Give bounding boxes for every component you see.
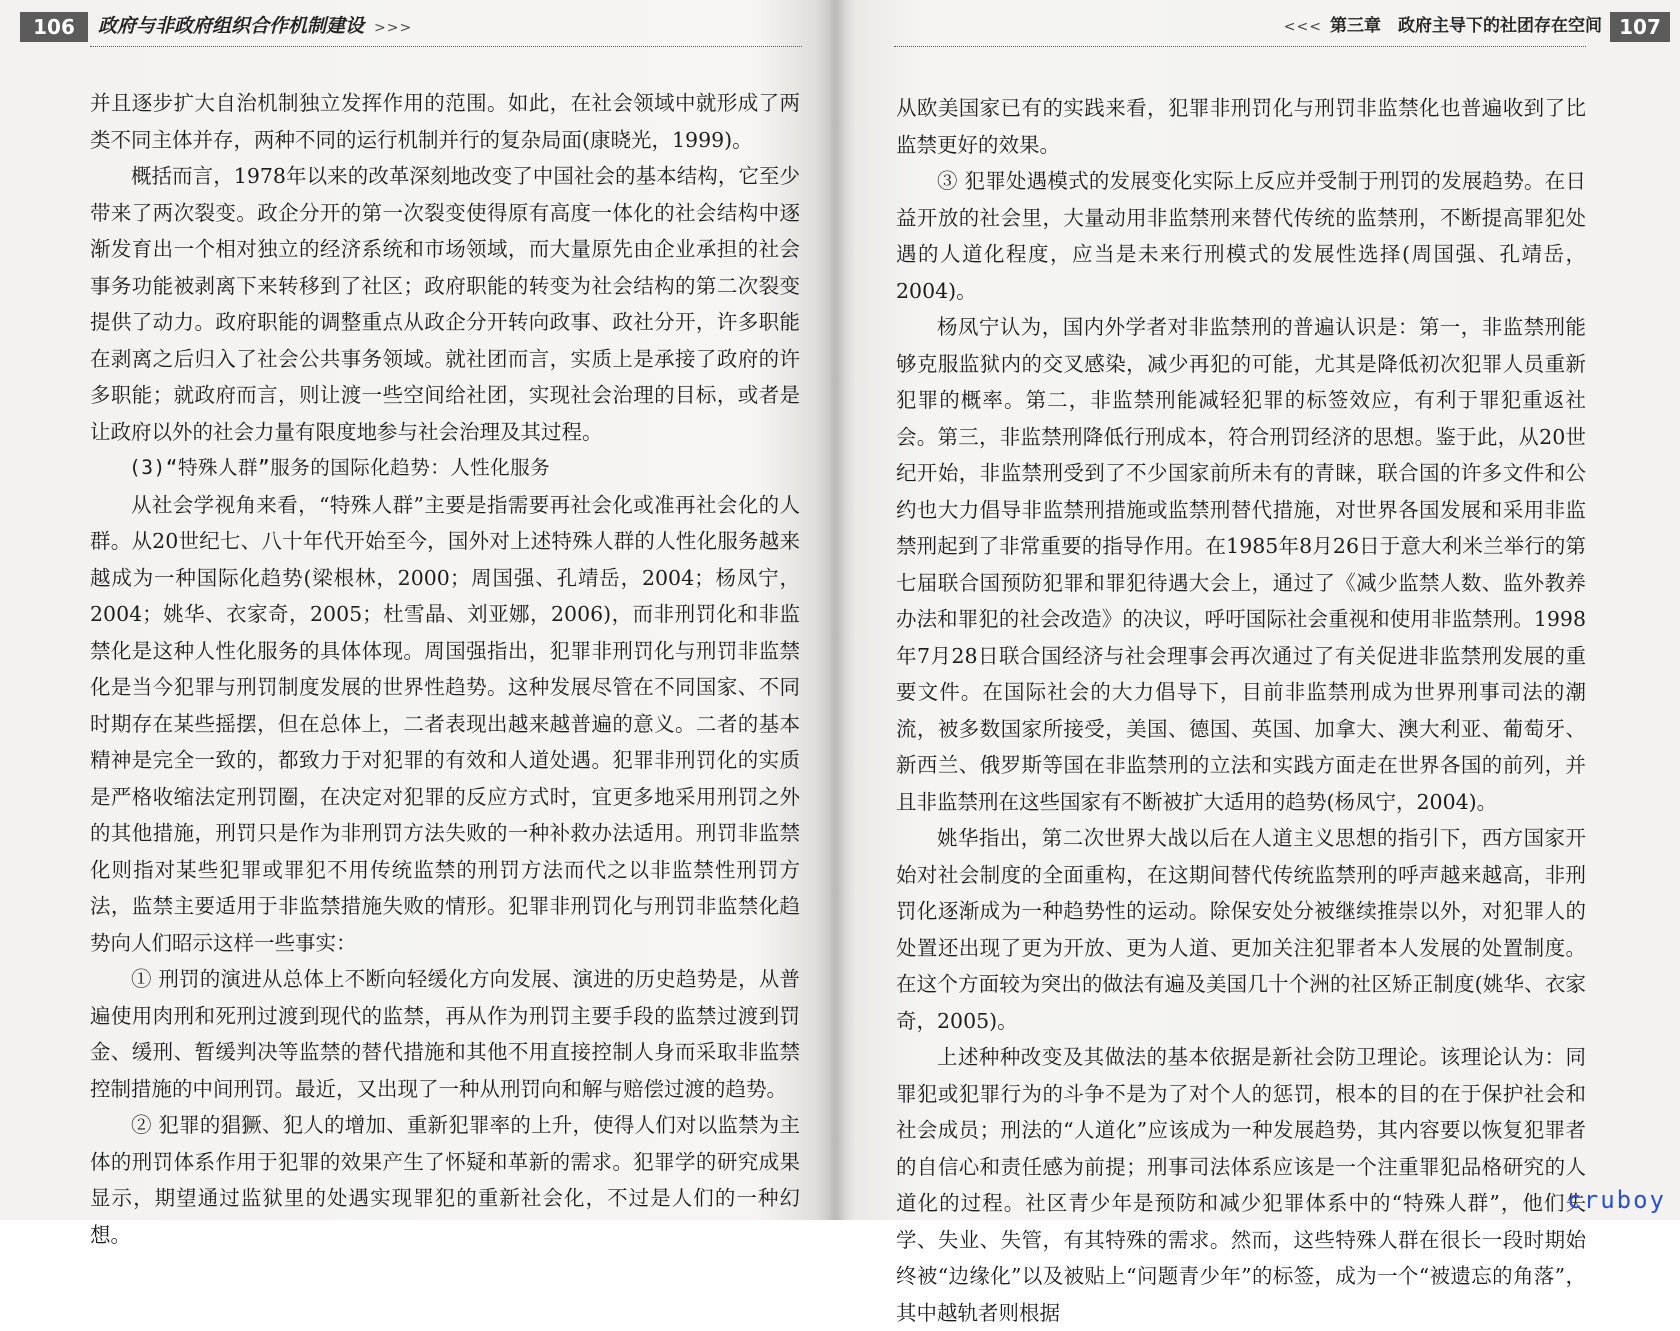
paragraph: 概括而言，1978年以来的改革深刻地改变了中国社会的基本结构，它至少带来了两次裂变。政企分开的第一次裂变使得原有高度一体化的社会结构中逐渐发育出一个相对独立的经济系统和市场领域，而大量原先由企业承担的社会事务功能被剥离下来转移到了社区；政府职能的转变为社会结构的第二次裂变提供了动力。政府职能的调整重点从政企分开转向政事、政社分开，许多职能在剥离之后归入了社会公共事务领域。就社团而言，实质上是承接了政府的许多职能；就政府而言，则让渡一些空间给社团，实现社会治理的目标，或者是让政府以外的社会力量有限度地参与社会治理及其过程。 [90, 164, 800, 444]
watermark: cruboy [1567, 1186, 1666, 1214]
left-page [0, 0, 830, 1247]
paragraph: ③ 犯罪处遇模式的发展变化实际上反应并受制于刑罚的发展趋势。在日益开放的社会里，大量动用非监禁刑来替代传统的监禁刑，不断提高罪犯处遇的人道化程度，应当是未来行刑模式的发展性选择(周国强、孔靖岳，2004)。 [896, 169, 1586, 303]
paragraph: ① 刑罚的演进从总体上不断向轻缓化方向发展、演进的历史趋势是，从普遍使用肉刑和死刑过渡到现代的监禁，再从作为刑罚主要手段的监禁过渡到罚金、缓刑、暂缓判决等监禁的替代措施和其他不用直接控制人身而采取非监禁控制措施的中间刑罚。最近，又出现了一种从刑罚向和解与赔偿过渡的趋势。 [90, 967, 800, 1101]
paragraph: ② 犯罪的猖獗、犯人的增加、重新犯罪率的上升，使得人们对以监禁为主体的刑罚体系作用于犯罪的效果产生了怀疑和革新的需求。犯罪学的研究成果显示，期望通过监狱里的处遇实现罪犯的重新社会化，不过是人们的一种幻想。 [90, 1113, 800, 1247]
page-number: 107 [1610, 12, 1670, 42]
chevron-decoration: <<< [1283, 19, 1322, 35]
body-text [90, 85, 800, 1253]
running-title [98, 10, 412, 44]
paragraph: 姚华指出，第二次世界大战以后在人道主义思想的指引下，西方国家开始对社会制度的全面重构，在这期间替代传统监禁刑的呼声越来越高，非刑罚化逐渐成为一种趋势性的运动。除保安处分被继续推崇以外，对犯罪人的处置还出现了更为开放、更为人道、更加关注犯罪者本人发展的处置制度。在这个方面较为突出的做法有遍及美国几十个洲的社区矫正制度(姚华、衣家奇，2005)。 [896, 826, 1586, 1033]
paragraph: 上述种种改变及其做法的基本依据是新社会防卫理论。该理论认为：同罪犯或犯罪行为的斗争不是为了对个人的惩罚，根本的目的在于保护社会和社会成员；刑法的“人道化”应该成为一种发展趋势，其内容要以恢复犯罪者的自信心和责任感为前提；刑事司法体系应该是一个注重罪犯品格研究的人道化的过程。社区青少年是预防和减少犯罪体系中的“特殊人群”，他们失学、失业、失管，有其特殊的需求。然而，这些特殊人群在很长一段时期始终被“边缘化”以及被贴上“问题青少年”的标签，成为一个“被遗忘的角落”，其中越轨者则根据 [896, 1045, 1586, 1325]
page-number: 106 [20, 12, 88, 42]
chevron-decoration: >>> [374, 20, 413, 36]
body-text [896, 90, 1586, 1331]
header-divider [894, 46, 1586, 47]
chapter-title: 第三章 政府主导下的社团存在空间 [1330, 16, 1602, 36]
paragraph: 从社会学视角来看，“特殊人群”主要是指需要再社会化或准再社会化的人群。从20世纪七、八十年代开始至今，国外对上述特殊人群的人性化服务越来越成为一种国际化趋势(梁根林，2000；周国强、孔靖岳，2004；杨凤宁，2004；姚华、衣家奇，2005；杜雪晶、刘亚娜，2006)，而非刑罚化和非监禁化是这种人性化服务的具体体现。周国强指出，犯罪非刑罚化与刑罚非监禁化是当今犯罪与刑罚制度发展的世界性趋势。这种发展尽管在不同国家、不同时期存在某些摇摆，但在总体上，二者表现出越来越普遍的意义。二者的基本精神是完全一致的，都致力于对犯罪的有效和人道处遇。犯罪非刑罚化的实质是严格收缩法定刑罚圈，在决定对犯罪的反应方式时，宜更多地采用刑罚之外的其他措施，刑罚只是作为非刑罚方法失败的一种补救办法适用。刑罚非监禁化则指对某些犯罪或罪犯不用传统监禁的刑罚方法而代之以非监禁性刑罚方法，监禁主要适用于非监禁措施失败的情形。犯罪非刑罚化与刑罚非监禁化趋势向人们昭示这样一些事实： [90, 492, 800, 955]
header-divider [90, 46, 802, 47]
right-page [830, 0, 1680, 1325]
section-heading: (3)“特殊人群”服务的国际化趋势：人性化服务 [129, 456, 551, 479]
paragraph: 从欧美国家已有的实践来看，犯罪非刑罚化与刑罚非监禁化也普遍收到了比监禁更好的效果。 [896, 96, 1586, 157]
paragraph: 杨凤宁认为，国内外学者对非监禁刑的普遍认识是：第一，非监禁刑能够克服监狱内的交叉感染，减少再犯的可能，尤其是降低初次犯罪人员重新犯罪的概率。第二，非监禁刑能减轻犯罪的标签效应，有利于罪犯重返社会。第三，非监禁刑降低行刑成本，符合刑罚经济的思想。鉴于此，从20世纪开始，非监禁刑受到了不少国家前所未有的青睐，联合国的许多文件和公约也大力倡导非监禁刑措施或监禁刑替代措施，对世界各国发展和采用非监禁刑起到了非常重要的指导作用。在1985年8月26日于意大利米兰举行的第七届联合国预防犯罪和罪犯待遇大会上，通过了《减少监禁人数、监外教养办法和罪犯的社会改造》的决议，呼吁国际社会重视和使用非监禁刑。1998年7月28日联合国经济与社会理事会再次通过了有关促进非监禁刑发展的重要文件。在国际社会的大力倡导下，目前非监禁刑成为世界刑事司法的潮流，被多数国家所接受，美国、德国、英国、加拿大、澳大利亚、葡萄牙、新西兰、俄罗斯等国在非监禁刑的立法和实践方面走在世界各国的前列，并且非监禁刑在这些国家有不断被扩大适用的趋势(杨凤宁，2004)。 [896, 315, 1586, 814]
running-title [1250, 10, 1602, 43]
paragraph: 并且逐步扩大自治机制独立发挥作用的范围。如此，在社会领域中就形成了两类不同主体并存，两种不同的运行机制并行的复杂局面(康晓光，1999)。 [90, 91, 800, 152]
book-title: 政府与非政府组织合作机制建设 [98, 15, 365, 37]
